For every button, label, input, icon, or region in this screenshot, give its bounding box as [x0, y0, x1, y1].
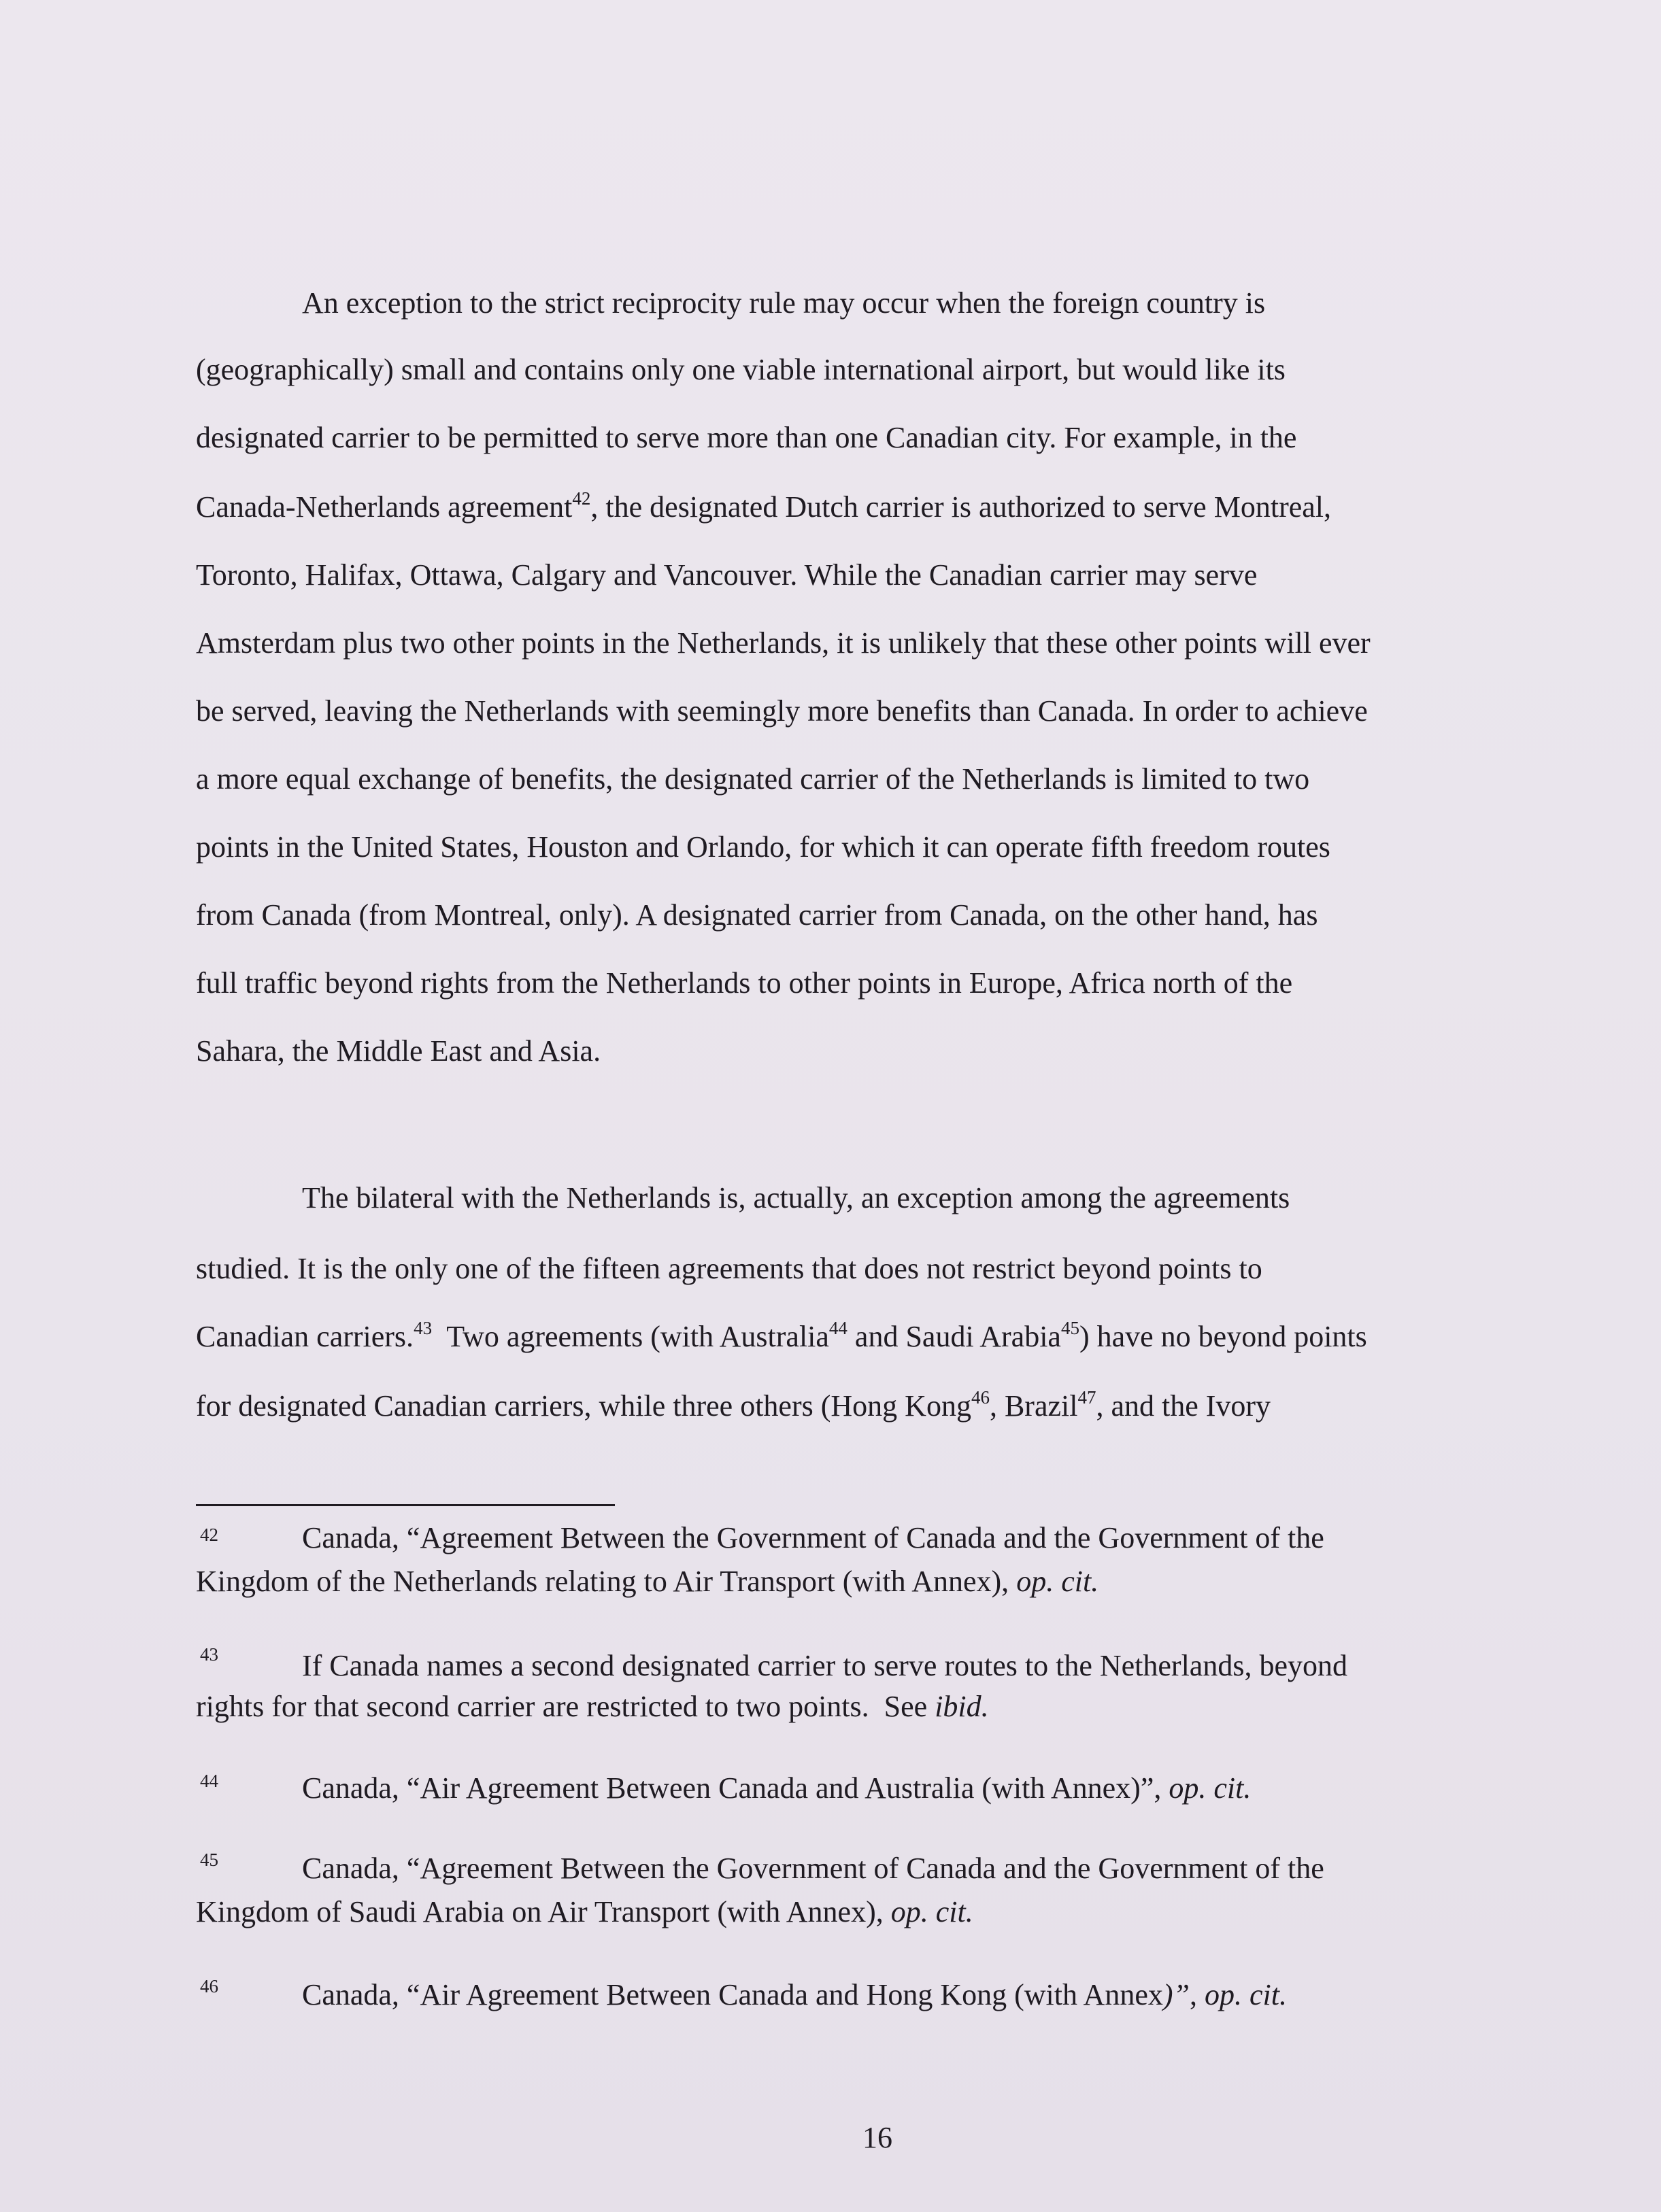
- citation-italic: op. cit.: [1169, 1771, 1252, 1805]
- footnote-ref-43[interactable]: 43: [414, 1318, 433, 1338]
- footnote-separator: [196, 1504, 615, 1506]
- text-segment: for designated Canadian carriers, while three others (Hong Kong: [196, 1389, 971, 1423]
- closing-quote-italic: )”: [1162, 1978, 1190, 2011]
- text-line: be served, leaving the Netherlands with seemingly more benefits than Canada. In order to achieve: [196, 694, 1368, 728]
- text-line: studied. It is the only one of the fifteen agreements that does not restrict beyond points to: [196, 1252, 1262, 1285]
- footnote-text-line: [196, 1894, 973, 1930]
- text-line: An exception to the strict reciprocity rule may occur when the foreign country is: [302, 286, 1266, 320]
- text-line: Amsterdam plus two other points in the Netherlands, it is unlikely that these other points will ever: [196, 626, 1371, 660]
- footnote-text-line: [196, 1564, 1098, 1599]
- text-segment: Canada-Netherlands agreement: [196, 490, 573, 524]
- text-segment: ) have no beyond points: [1079, 1320, 1367, 1353]
- footnote-text-line: If Canada names a second designated carrier to serve routes to the Netherlands, beyond: [302, 1649, 1347, 1682]
- text-line: designated carrier to be permitted to serve more than one Canadian city. For example, in the: [196, 421, 1297, 454]
- text-line: points in the United States, Houston and Orlando, for which it can operate fifth freedom routes: [196, 830, 1330, 864]
- footnote-ref-44[interactable]: 44: [828, 1318, 848, 1338]
- text-line: (geographically) small and contains only one viable international airport, but would like its: [196, 353, 1286, 386]
- text-line: Toronto, Halifax, Ottawa, Calgary and Vancouver. While the Canadian carrier may serve: [196, 558, 1258, 592]
- citation-italic: op. cit.: [1016, 1565, 1099, 1598]
- text-segment: Kingdom of Saudi Arabia on Air Transport (with Annex),: [196, 1895, 891, 1928]
- text-segment: ,: [1189, 1978, 1205, 2011]
- footnote-text-line: [302, 1771, 1251, 1806]
- text-segment: rights for that second carrier are restricted to two points. See: [196, 1690, 935, 1723]
- citation-italic: ibid.: [935, 1690, 989, 1723]
- text-segment: Canadian carriers.: [196, 1320, 414, 1353]
- page-number: 16: [862, 2121, 892, 2154]
- text-segment: Canada, “Air Agreement Between Canada and Australia (with Annex)”,: [302, 1771, 1169, 1805]
- text-line: Sahara, the Middle East and Asia.: [196, 1034, 601, 1068]
- text-segment: , Brazil: [989, 1389, 1078, 1423]
- footnote-text-line: [302, 1977, 1287, 2013]
- citation-italic: op. cit.: [1204, 1978, 1287, 2011]
- footnote-number: 45: [200, 1850, 218, 1870]
- text-line: full traffic beyond rights from the Netherlands to other points in Europe, Africa north of the: [196, 966, 1293, 1000]
- text-segment: Kingdom of the Netherlands relating to Air Transport (with Annex),: [196, 1565, 1017, 1598]
- footnote-text-line: [196, 1689, 989, 1724]
- text-segment: , and the Ivory: [1096, 1389, 1271, 1423]
- text-line: [196, 490, 1331, 525]
- text-line: The bilateral with the Netherlands is, actually, an exception among the agreements: [302, 1181, 1290, 1214]
- text-segment: and Saudi Arabia: [847, 1320, 1061, 1353]
- footnote-ref-46[interactable]: 46: [971, 1387, 990, 1408]
- citation-italic: op. cit.: [890, 1895, 973, 1928]
- footnote-number: 42: [200, 1525, 218, 1545]
- text-line: a more equal exchange of benefits, the designated carrier of the Netherlands is limited to two: [196, 762, 1310, 796]
- text-line: [196, 1389, 1271, 1424]
- text-segment: , the designated Dutch carrier is authorized to serve Montreal,: [590, 490, 1331, 524]
- footnote-ref-47[interactable]: 47: [1077, 1387, 1096, 1408]
- text-line: from Canada (from Montreal, only). A designated carrier from Canada, on the other hand, has: [196, 898, 1318, 932]
- footnote-number: 43: [200, 1644, 218, 1665]
- footnote-text-line: Canada, “Agreement Between the Government of Canada and the Government of the: [302, 1852, 1324, 1885]
- footnote-number: 46: [200, 1976, 218, 1996]
- footnote-ref-42[interactable]: 42: [572, 488, 591, 509]
- text-segment: Canada, “Air Agreement Between Canada and Hong Kong (with Annex: [302, 1978, 1163, 2011]
- footnote-number: 44: [200, 1771, 218, 1791]
- footnote-ref-45[interactable]: 45: [1060, 1318, 1079, 1338]
- text-segment: Two agreements (with Australia: [432, 1320, 829, 1353]
- text-line: [196, 1319, 1367, 1355]
- footnote-text-line: Canada, “Agreement Between the Government of Canada and the Government of the: [302, 1521, 1324, 1554]
